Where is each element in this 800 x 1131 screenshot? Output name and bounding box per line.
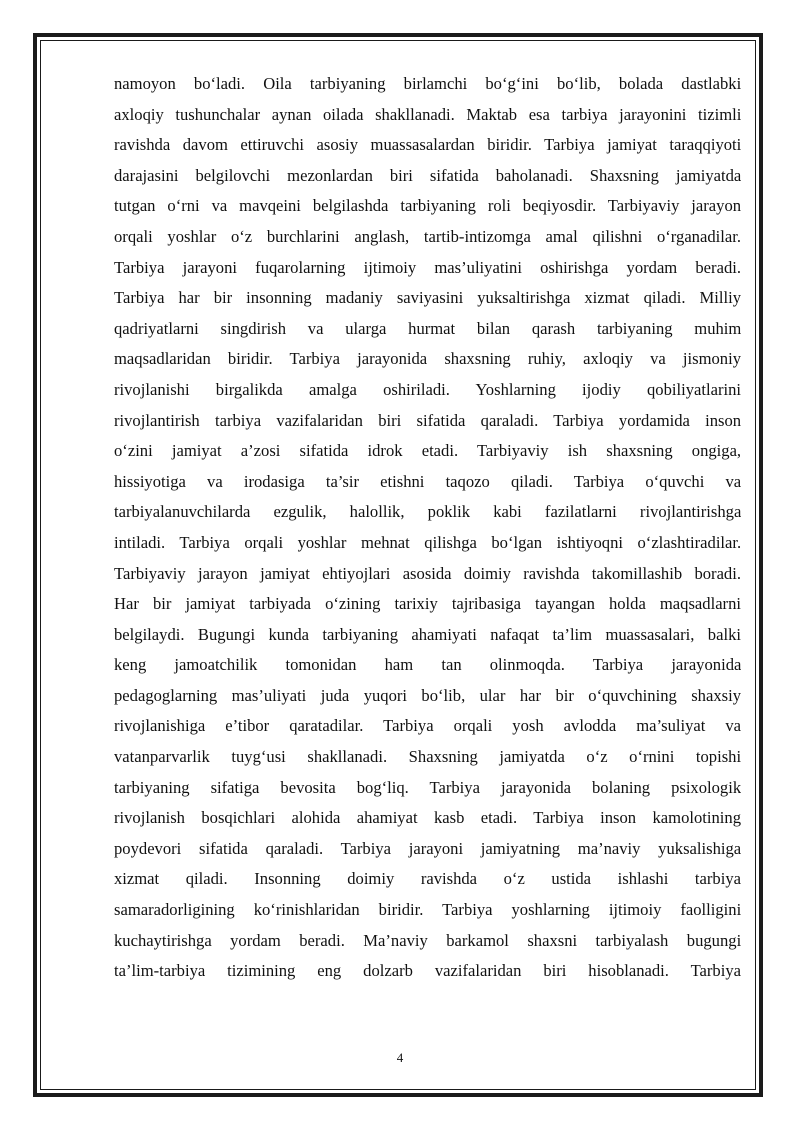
- text-line: intiladi. Tarbiya orqali yoshlar mehnat qilishga bo‘lgan ishtiyoqni o‘zlashtiradilar.: [114, 532, 741, 552]
- text-line: Tarbiya jarayoni fuqarolarning ijtimoiy mas’uliyatini oshirishga yordam beradi.: [114, 257, 741, 277]
- text-line: ta’lim-tarbiya tizimining eng dolzarb vazifalaridan biri hisoblanadi. Tarbiya: [114, 961, 741, 981]
- text-line: o‘zini jamiyat a’zosi sifatida idrok etadi. Tarbiyaviy ish shaxsning ongiga,: [114, 441, 741, 461]
- text-line: rivojlantirish tarbiya vazifalaridan biri sifatida qaraladi. Tarbiya yordamida inson: [114, 410, 741, 430]
- text-line: keng jamoatchilik tomonidan ham tan olinmoqda. Tarbiya jarayonida: [114, 655, 741, 675]
- text-line: tarbiyaning sifatiga bevosita bog‘liq. Tarbiya jarayonida bolaning psixologik: [114, 777, 741, 797]
- text-line: tarbiyalanuvchilarda ezgulik, halollik, poklik kabi fazilatlarni rivojlantirishga: [114, 502, 741, 522]
- text-line: qadriyatlarni singdirish va ularga hurmat bilan qarash tarbiyaning muhim: [114, 318, 741, 338]
- text-line: hissiyotiga va irodasiga ta’sir etishni taqozo qiladi. Tarbiya o‘quvchi va: [114, 471, 741, 491]
- text-line: rivojlanishiga e’tibor qaratadilar. Tarbiya orqali yosh avlodda ma’suliyat va: [114, 716, 741, 736]
- text-line: Tarbiya har bir insonning madaniy saviyasini yuksaltirishga xizmat qiladi. Milliy: [114, 288, 741, 308]
- text-line: darajasini belgilovchi mezonlardan biri sifatida baholanadi. Shaxsning jamiyatda: [114, 165, 741, 185]
- text-line: poydevori sifatida qaraladi. Tarbiya jarayoni jamiyatning ma’naviy yuksalishiga: [114, 838, 741, 858]
- text-line: rivojlanishi birgalikda amalga oshiriladi. Yoshlarning ijodiy qobiliyatlarini: [114, 379, 741, 399]
- text-line: xizmat qiladi. Insonning doimiy ravishda o‘z ustida ishlashi tarbiya: [114, 869, 741, 889]
- text-line: samaradorligining ko‘rinishlaridan biridir. Tarbiya yoshlarning ijtimoiy faolligini: [114, 900, 741, 920]
- text-line: orqali yoshlar o‘z burchlarini anglash, tartib-intizomga amal qilishni o‘rganadilar.: [114, 226, 741, 246]
- text-line: pedagoglarning mas’uliyati juda yuqori bo‘lib, ular har bir o‘quvchining shaxsiy: [114, 685, 741, 705]
- page-number: 4: [396, 1050, 404, 1065]
- text-line: axloqiy tushunchalar aynan oilada shakllanadi. Maktab esa tarbiya jarayonini tizimli: [114, 104, 741, 124]
- text-line: vatanparvarlik tuyg‘usi shakllanadi. Shaxsning jamiyatda o‘z o‘rnini topishi: [114, 747, 741, 767]
- text-line: maqsadlaridan biridir. Tarbiya jarayonida shaxsning ruhiy, axloqiy va jismoniy: [114, 349, 741, 369]
- text-line: ravishda davom ettiruvchi asosiy muassasalardan biridir. Tarbiya jamiyat taraqqiyoti: [114, 135, 741, 155]
- text-line: rivojlanish bosqichlari alohida ahamiyat kasb etadi. Tarbiya inson kamolotining: [114, 808, 741, 828]
- text-line: Tarbiyaviy jarayon jamiyat ehtiyojlari asosida doimiy ravishda takomillashib boradi.: [114, 563, 741, 583]
- text-line: tutgan o‘rni va mavqeini belgilashda tarbiyaning roli beqiyosdir. Tarbiyaviy jarayon: [114, 196, 741, 216]
- text-line: kuchaytirishga yordam beradi. Ma’naviy barkamol shaxsni tarbiyalash bugungi: [114, 930, 741, 950]
- text-line: Har bir jamiyat tarbiyada o‘zining tarixiy tajribasiga tayangan holda maqsadlarni: [114, 594, 741, 614]
- text-line: belgilaydi. Bugungi kunda tarbiyaning ahamiyati nafaqat ta’lim muassasalari, balki: [114, 624, 741, 644]
- body-text: [114, 69, 741, 987]
- text-line: namoyon bo‘ladi. Oila tarbiyaning birlamchi bo‘g‘ini bo‘lib, bolada dastlabki: [114, 74, 741, 93]
